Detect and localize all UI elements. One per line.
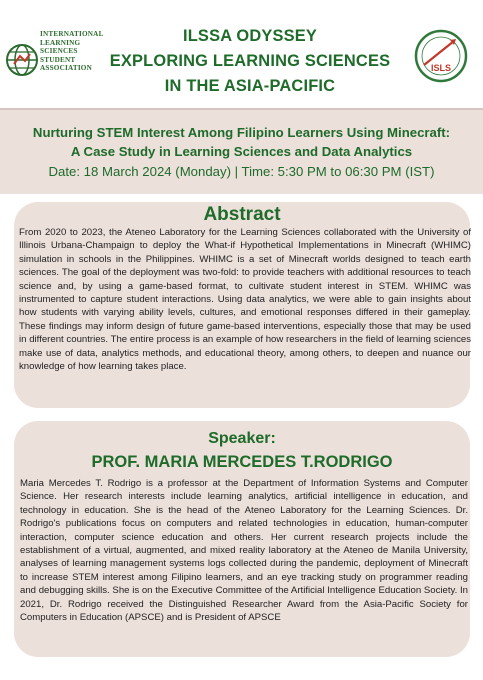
title-line: EXPLORING LEARNING SCIENCES — [109, 52, 391, 70]
event-title — [0, 123, 483, 161]
isla-logo-line: LEARNING — [40, 38, 81, 47]
isla-logo-line: STUDENT — [40, 55, 76, 64]
speaker-heading: Speaker: — [208, 430, 276, 447]
speaker-bio: Maria Mercedes T. Rodrigo is a professor at the Department of Information Systems and Computer Science. Her research interests include learning analytics, artificial intelligence in education, and technology in education. She is the head of the Ateneo Laboratory for the Learning Sciences. Dr. Rodrigo's publications focus on computers and related technologies in education, human-computer interaction, computer science education and others. Her current research projects include the establishment of a virtual, augmented, and mixed reality laboratory at the Ateneo de Manila University, analyses of learning management systems logs collected during the pandemic, deployment of Minecraft to increase STEM interest among Filipino learners, and an eye tracking study on programmer reading and debugging skills. She is on the Executive Committee of the Artificial Intelligence Education Society. In 2021, Dr. Rodrigo received the Distinguished Researcher Award from the Asia-Pacific Society for Computers in Education (APSCE) and is President of APSCE — [20, 478, 468, 624]
speaker-card — [14, 421, 470, 657]
poster-header — [0, 0, 483, 108]
abstract-text: From 2020 to 2023, the Ateneo Laboratory for the Learning Sciences collaborated with the University of Illinois Urbana-Champaign to deploy the What-if Hypothetical Implementations in Minecraft (WHIMC) simulation in schools in the Philippines. WHIMC is a set of Minecraft worlds designed to teach earth sciences. The goal of the deployment was two-fold: to provide teachers with additional resources to teach science and, by using a game-based format, to cultivate student interest in STEM. WHIMC was instrumented to capture student interactions. Using data analytics, we were able to gain insights about how students with varying ability levels, cultures, and emotional responses differed in their gameplay. These findings may inform design of future game-based interventions, especially those that may be used in different countries. The entire process is an example of how researchers in the field of learning sciences make use of data, analytics methods, and educational theory, among others, to deepen and nuance our knowledge of how learning takes place. — [19, 227, 471, 373]
event-title-line-2: A Case Study in Learning Sciences and Data Analytics — [70, 144, 413, 159]
title-line: IN THE ASIA-PACIFIC — [164, 77, 336, 95]
abstract-card — [14, 202, 470, 408]
isla-logo — [4, 28, 104, 84]
globe-icon — [4, 42, 40, 78]
event-date-time: Date: 18 March 2024 (Monday) | Time: 5:30 PM to 06:30 PM (IST) — [48, 164, 435, 179]
event-title-line-1: Nurturing STEM Interest Among Filipino Learners Using Minecraft: — [32, 125, 451, 140]
isls-logo — [412, 27, 470, 85]
isla-logo-line: ASSOCIATION — [40, 64, 92, 73]
poster-title — [100, 24, 400, 99]
title-line: ILSSA ODYSSEY — [182, 27, 318, 45]
speaker-name: PROF. MARIA MERCEDES T.RODRIGO — [91, 453, 393, 471]
isla-logo-line: SCIENCES — [40, 47, 78, 56]
abstract-heading: Abstract — [203, 204, 281, 225]
isla-logo-line: INTERNATIONAL — [40, 30, 104, 38]
isls-logo-text: ISLS — [430, 63, 452, 73]
event-info-panel — [0, 108, 483, 194]
